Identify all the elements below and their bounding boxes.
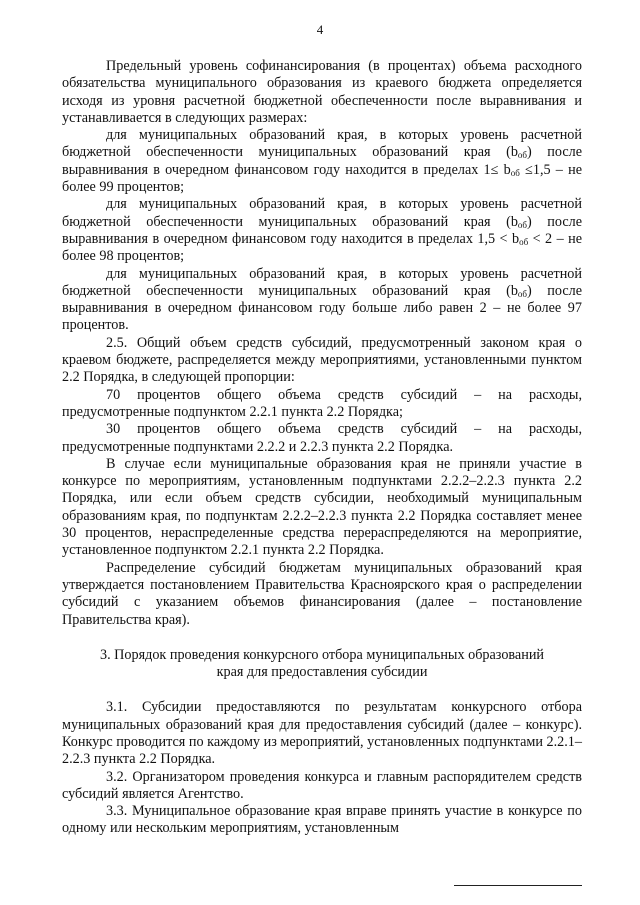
text-fragment: для муниципальных образований края, в которых уровень расчетной бюджетной обеспеченности муниципальных образований края (b <box>62 265 582 299</box>
paragraph-3-1: 3.1. Субсидии предоставляются по результатам конкурсного отбора муниципальных образований края для предоставления субсидий (далее – конкурс). Конкурс проводится по каждому из мероприятий, установленных подпунктами 2.2.1–2.2.3 пункта 2.2 Порядка. <box>62 699 582 768</box>
subscript: об <box>517 288 528 299</box>
document-body <box>62 58 582 838</box>
paragraph-level-1 <box>62 127 582 196</box>
section-heading-line: 3. Порядок проведения конкурсного отбора муниципальных образований <box>99 646 545 663</box>
text-fragment: для муниципальных образований края, в которых уровень расчетной бюджетной обеспеченности муниципальных образований края (b <box>62 196 582 230</box>
paragraph-3-3: 3.3. Муниципальное образование края вправе принять участие в конкурсе по одному или нескольким мероприятиям, установленным <box>62 803 582 837</box>
section-3-heading <box>62 647 582 682</box>
footer-divider <box>454 885 582 886</box>
paragraph-2-5: 2.5. Общий объем средств субсидий, предусмотренный законом края о краевом бюджете, распределяется между мероприятиями, установленными пунктом 2.2 Порядка, в следующей пропорции: <box>62 334 582 386</box>
section-heading-line: края для предоставления субсидии <box>216 664 428 681</box>
text-fragment: ) после выравнивания в очередном финансовом году находится в пределах 1,5 < b <box>62 213 582 247</box>
paragraph-distribution-approval: Распределение субсидий бюджетам муниципальных образований края утверждается постановлением Правительства Красноярского края о распределении субсидий с указанием объемов финансирования (далее – постановление Правительства края). <box>62 559 582 628</box>
paragraph-redistribution: В случае если муниципальные образования края не приняли участие в конкурсе по мероприятиям, установленным подпунктами 2.2.2–2.2.3 пункта 2.2 Порядка, или если объем средств субсидии, необходимый муниципальным образованиям края, по подпунктам 2.2.2–2.2.3 пункта 2.2 Порядка составляет менее 30 процентов, нераспределенные средства перераспределяются на мероприятие, установленное подпунктом 2.2.1 пункта 2.2 Порядка. <box>62 455 582 559</box>
paragraph-70-percent: 70 процентов общего объема средств субсидий – на расходы, предусмотренные подпунктом 2.2.1 пункта 2.2 Порядка; <box>62 386 582 420</box>
paragraph-level-2 <box>62 196 582 265</box>
subscript: об <box>510 167 520 178</box>
paragraph-30-percent: 30 процентов общего объема средств субсидий – на расходы, предусмотренные подпунктами 2.2.2 и 2.2.3 пункта 2.2 Порядка. <box>62 421 582 455</box>
subscript: об <box>517 219 528 230</box>
paragraph-3-2: 3.2. Организатором проведения конкурса и главным распорядителем средств субсидий является Агентство. <box>62 768 582 802</box>
paragraph-cofinancing-intro: Предельный уровень софинансирования (в процентах) объема расходного обязательства муниципального образования из краевого бюджета определяется исходя из уровня расчетной бюджетной обеспеченности после выравнивания и устанавливается в следующих размерах: <box>62 58 582 126</box>
text-fragment: ) после выравнивания в очередном финансовом году больше либо равен 2 – не более 97 процентов. <box>62 282 582 334</box>
subscript: об <box>517 150 528 161</box>
paragraph-level-3 <box>62 266 582 335</box>
text-fragment: ≤1,5 – не более 99 процентов; <box>62 161 582 196</box>
subscript: об <box>519 236 529 247</box>
page-number: 4 <box>316 22 324 37</box>
text-fragment: для муниципальных образований края, в которых уровень расчетной бюджетной обеспеченности муниципальных образований края (b <box>62 127 582 161</box>
text-fragment: ) после выравнивания в очередном финансовом году находится в пределах 1≤ b <box>62 144 582 178</box>
text-fragment: < 2 – не более 98 процентов; <box>62 230 582 265</box>
